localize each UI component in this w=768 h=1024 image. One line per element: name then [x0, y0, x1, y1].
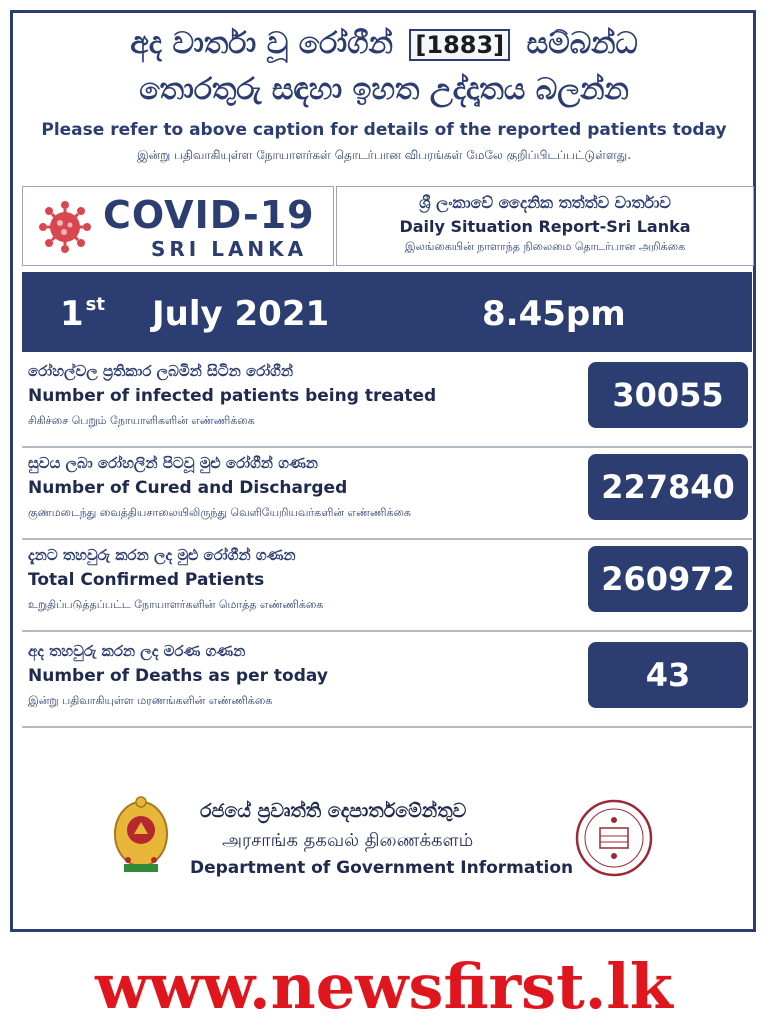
header-tamil: இன்று பதிவாகியுள்ள நோயாளர்கள் தொடர்பான விபரங்கள் மேலே குறிப்பிடப்பட்டுள்ளது. [136, 148, 632, 162]
stat-label-sinhala: අද තහවුරු කරන ලද මරණ ගණන [28, 642, 246, 660]
report-day [60, 294, 105, 334]
stat-row-cured-discharged [22, 448, 752, 540]
covid-title: COVID-19 [103, 193, 315, 237]
report-month-year: July 2021 [152, 294, 330, 334]
stat-row-deaths [22, 636, 752, 728]
stat-value-total-confirmed: 260972 [588, 546, 748, 612]
site-url[interactable]: www.newsfirst.lk [95, 950, 673, 1023]
coronavirus-icon [37, 199, 93, 255]
header-english: Please refer to above caption for details of the reported patients today [41, 120, 727, 140]
stat-row-being-treated [22, 356, 752, 448]
stat-label-sinhala: දැනට තහවුරු කරන ලද මුළු රෝගීන් ගණන [28, 546, 296, 564]
case-count-badge: [1883] [409, 29, 510, 61]
covid-subtitle: SRI LANKA [151, 237, 308, 261]
covid-logo-banner [22, 186, 334, 266]
sri-lanka-emblem-icon [112, 794, 170, 876]
stat-value-being-treated: 30055 [588, 362, 748, 428]
stat-value-deaths: 43 [588, 642, 748, 708]
stat-label-sinhala: සුවය ලබා රෝහලින් පිටවූ මුළු රෝගීන් ගණන [28, 454, 318, 472]
report-day-number: 1 [60, 294, 84, 334]
header-sinhala-line1-pre: අද වාර්තා වූ රෝගීන් [130, 26, 393, 61]
department-seal-icon [574, 798, 654, 878]
date-time-band [22, 272, 752, 352]
report-title-english: Daily Situation Report-Sri Lanka [399, 217, 691, 236]
footer-department-tamil: அரசாங்க தகவல் திணைக்களம் [222, 830, 474, 851]
stat-label-english: Number of Deaths as per today [28, 666, 328, 686]
stat-label-tamil: சிகிச்சை பெறும் நோயாளிகளின் எண்ணிக்கை [28, 414, 255, 427]
header-sinhala-line1 [0, 26, 768, 61]
footer-department-english: Department of Government Information [190, 858, 574, 878]
stat-label-tamil: குணமடைந்து வைத்தியசாலையிலிருந்து வெளியேறியவர்களின் எண்ணிக்கை [28, 506, 411, 519]
stat-row-total-confirmed [22, 540, 752, 632]
stat-label-english: Total Confirmed Patients [28, 570, 265, 590]
report-title-tamil: இலங்கையின் நாளாந்த நிலைமை தொடர்பான அறிக்கை [404, 240, 686, 253]
header-sinhala-line2: තොරතුරු සඳහා ඉහත උද්දෘතය බලන්න [139, 72, 629, 107]
stat-label-english: Number of Cured and Discharged [28, 478, 348, 498]
footer-department-sinhala: රජයේ ප්‍රවෘත්ති දෙපාර්තමේන්තුව [200, 800, 467, 822]
header-sinhala-line1-post: සම්බන්ධ [526, 26, 638, 61]
report-time: 8.45pm [482, 294, 626, 334]
report-day-suffix: st [85, 294, 105, 315]
stat-label-tamil: இன்று பதிவாகியுள்ள மரணங்களின் எண்ணிக்கை [28, 694, 273, 707]
stat-value-cured-discharged: 227840 [588, 454, 748, 520]
report-title-sinhala: ශ්‍රී ලංකාවේ දෛනික තත්ත්ව වාර්තාව [419, 193, 671, 212]
stat-label-sinhala: රෝහල්වල ප්‍රතිකාර ලබමින් සිටින රෝගීන් [28, 362, 294, 380]
stat-label-tamil: உறுதிப்படுத்தப்பட்ட நோயாளர்களின் மொத்த எண்ணிக்கை [28, 598, 324, 611]
daily-report-banner [336, 186, 754, 266]
stat-label-english: Number of infected patients being treated [28, 386, 437, 406]
